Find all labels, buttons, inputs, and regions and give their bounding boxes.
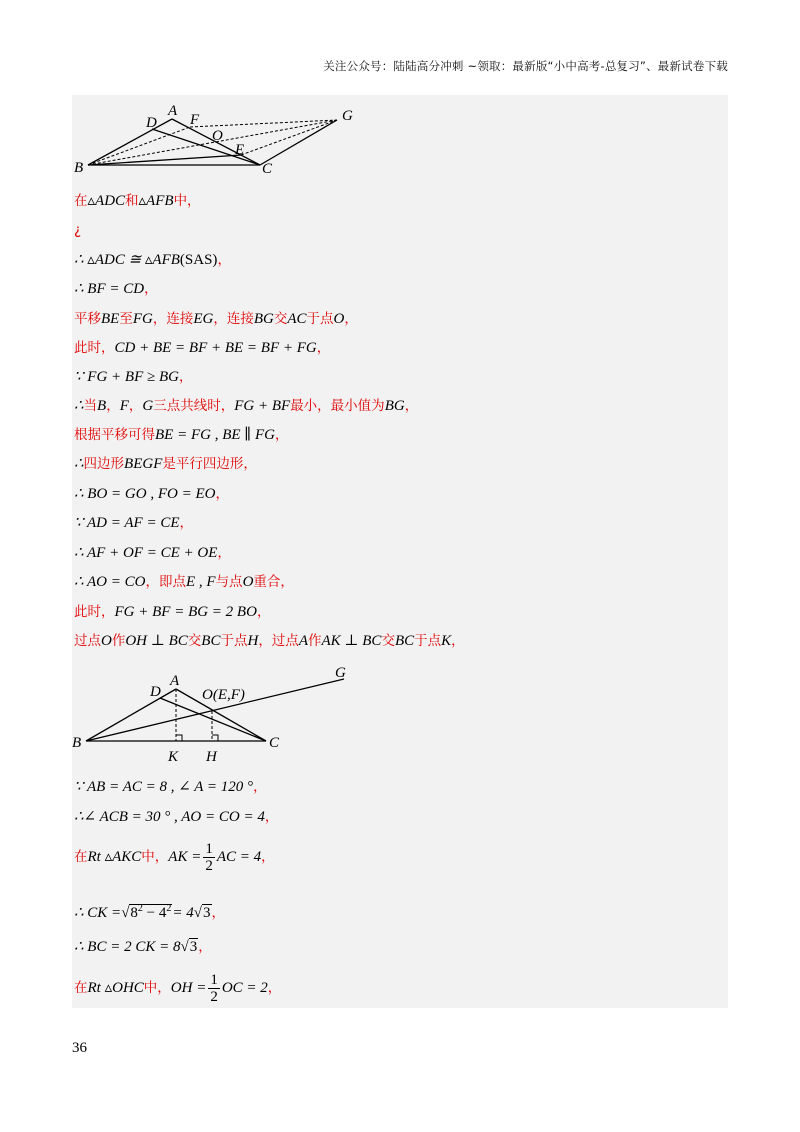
label-D: D	[146, 115, 157, 131]
line-14: ∴ AO = CO，即点E , F与点O重合，	[74, 574, 294, 590]
label-H: H	[206, 749, 217, 765]
line-13: ∴ AF + OF = CE + OE，	[74, 545, 231, 561]
segment-CG	[260, 120, 337, 165]
fraction: $\frac{1}{2}$	[210, 972, 218, 1006]
line-12: ∵ AD = AF = CE，	[74, 515, 193, 531]
label-O: O	[212, 128, 223, 144]
line-9: 根据平移可得BE = FG , BE ∥ FG，	[74, 427, 289, 443]
line-16: 过点O作OH ⊥ BC交BC于点H，过点A作AK ⊥ BC交BC于点K，	[74, 633, 465, 649]
line-20: ∴ CK $=√8^2 - 4^2= 4√3$，	[74, 903, 225, 921]
label-OEF: O(E,F)	[202, 687, 245, 703]
line-21: ∴ BC = 2 CK = 8√3，	[74, 939, 212, 955]
geometry-figure-1	[72, 100, 372, 180]
line-18: ∴∠ ACB = 30 ° , AO = CO = 4，	[74, 809, 279, 825]
right-angle-K	[176, 735, 182, 741]
line-11: ∴ BO = GO , FO = EO，	[74, 486, 229, 502]
solution-panel	[72, 95, 728, 1008]
line-1: 在▵ADC和▵AFB中，	[74, 193, 201, 209]
label-B: B	[74, 160, 84, 176]
label-G: G	[342, 108, 353, 124]
label-G: G	[335, 665, 346, 681]
line-10: ∴四边形BEGF是平行四边形，	[74, 456, 257, 472]
segment-BA	[88, 119, 172, 165]
page-number: 36	[72, 1040, 87, 1056]
label-K: K	[168, 749, 179, 765]
label-C: C	[262, 161, 273, 177]
segment-BE	[88, 155, 241, 165]
label-A: A	[170, 673, 180, 689]
label-F: F	[190, 112, 200, 128]
line-19: 在Rt ▵AKC中，AK = $\frac{1}{2}$ AC = 4，	[74, 841, 275, 875]
label-A: A	[168, 103, 178, 119]
line-2: ¿	[74, 222, 82, 238]
label-E: E	[235, 142, 245, 158]
label-C: C	[269, 735, 280, 751]
line-17: ∵ AB = AC = 8 , ∠ A = 120 °，	[74, 779, 267, 795]
line-5: 平移BE至FG，连接EG，连接BG交AC于点O，	[74, 311, 358, 327]
line-3: ∴ ▵ADC ≅ ▵AFB(SAS)，	[74, 252, 231, 268]
segment-EG-dashed	[241, 120, 337, 155]
page-header: 关注公众号：陆陆高分冲刺 ~领取：最新版“小中高考-总复习”、最新试卷下载	[323, 59, 728, 73]
label-D: D	[150, 684, 161, 700]
label-B: B	[72, 735, 82, 751]
geometry-figure-2	[72, 665, 372, 765]
line-4: ∴ BF = CD，	[74, 281, 158, 297]
figure-2-svg	[72, 665, 372, 765]
line-7: ∵ FG + BF ≥ BG，	[74, 369, 193, 385]
line-6: 此时，CD + BE = BF + BE = BF + FG，	[74, 340, 331, 356]
line-15: 此时，FG + BF = BG = 2 BO，	[74, 604, 271, 620]
figure-1-svg	[72, 100, 372, 180]
segment-BA	[86, 689, 176, 741]
line-22: 在Rt ▵OHC中，OH = $\frac{1}{2}$ OC = 2，	[74, 972, 282, 1006]
right-angle-H	[212, 735, 218, 741]
fraction: $\frac{1}{2}$	[205, 841, 213, 875]
line-8: ∴当B，F，G三点共线时，FG + BF最小，最小值为BG，	[74, 398, 419, 414]
